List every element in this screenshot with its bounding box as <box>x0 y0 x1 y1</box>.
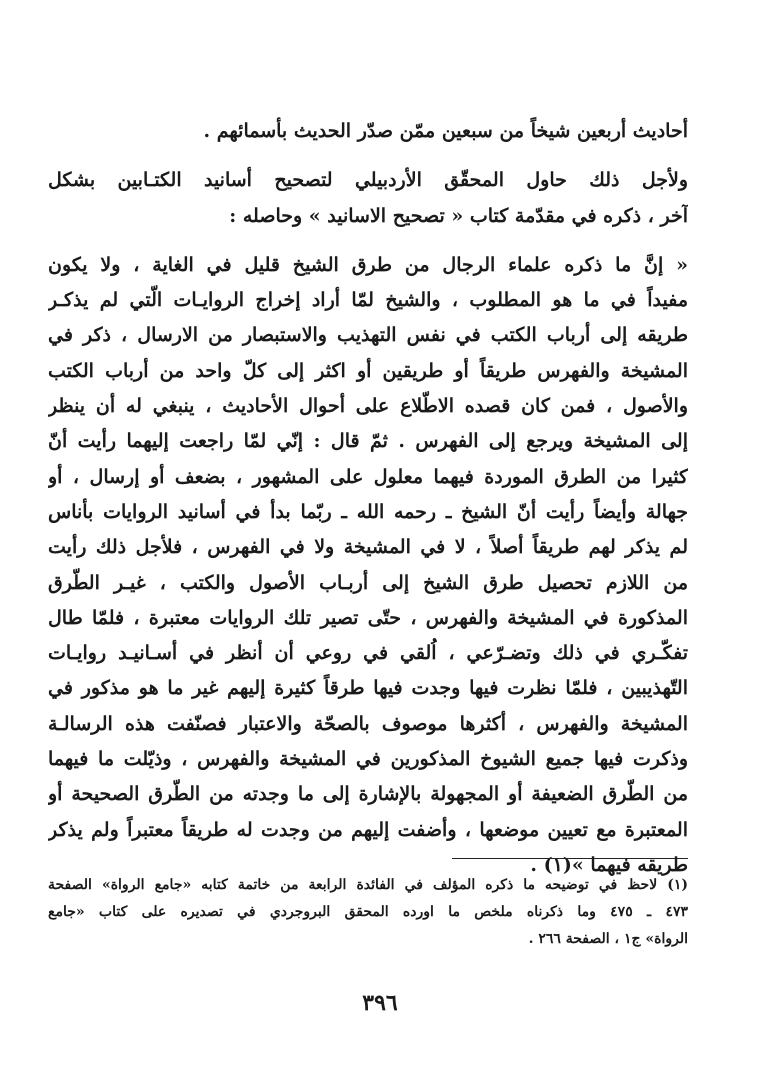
paragraph-2-line-1: ولأجل ذلك حاول المحقّق الأردبيلي لتصحيح أسانيد الكتـابين بشكل <box>48 169 688 192</box>
page-number: ٣٩٦ <box>362 990 398 1016</box>
paragraph-3-line-1: « إنَّ ما ذكره علماء الرجال من طرق الشيخ قليل في الغاية ، ولا يكون <box>48 253 688 276</box>
paragraph-3-line-10: من اللازم تحصيل طرق الشيخ إلى أربـاب الأصول والكتب ، غيـر الطّرق <box>48 571 688 594</box>
footnote-line-3: الرواة» ج١ ، الصفحة ٢٦٦ . <box>528 931 688 947</box>
paragraph-gap <box>48 149 688 163</box>
paragraph-2-line-2: آخر ، ذكره في مقدّمة كتاب « تصحيح الاسانيد » وحاصله : <box>229 204 688 227</box>
paragraph-3-line-13: التّهذيبين ، فلمّا نظرت فيها وجدت فيها طرقاً كثيرة إليهم غير ما هو مذكور في <box>48 677 688 700</box>
paragraph-3-line-5: والأصول ، فمن كان قصده الاطّلاع على أحوال الأحاديث ، ينبغي له أن ينظر <box>48 395 688 418</box>
paragraph-3-line-8: جهالة وأيضاً رأيت أنّ الشيخ ـ رحمه الله ـ ربّما بدأ في أسانيد الروايات بأناس <box>48 500 688 523</box>
footnote-line-1: (١) لاحظ في توضيحه ما ذكره المؤلف في الفائدة الرابعة من خاتمة كتابه «جامع الرواة» الصفحة <box>48 877 688 893</box>
paragraph-3-line-6: إلى المشيخة ويرجع إلى الفهرس . ثمّ قال : إنّي لمّا راجعت إليهما رأيت أنّ <box>48 430 688 453</box>
paragraph-1-line-1: أحاديث أربعين شيخاً من سبعين ممّن صدّر الحديث بأسمائهم . <box>203 120 688 142</box>
paragraph-3-line-17: المعتبرة مع تعيين موضعها ، وأضفت إليهم من وجدت له طريقاً معتبراً ولم يذكر <box>48 818 688 841</box>
paragraph-3-line-4: المشيخة والفهرس طريقاً أو طريقين أو اكثر إلى كلّ واحد من أرباب الكتب <box>48 359 688 382</box>
footnote-line-2: ٤٧٣ ـ ٤٧٥ وما ذكرناه ملخص ما اورده المحقق البروجردي في تصديره على كتاب «جامع <box>48 904 688 920</box>
main-text <box>48 114 688 883</box>
footnote <box>48 872 688 953</box>
paragraph-3-line-12: تفكّـري في ذلك وتضـرّعي ، اُلقي في روعي أن أنظر في أسـانيـد روايـات <box>48 642 688 665</box>
paragraph-3-line-3: طريقه إلى أرباب الكتب في نفس التهذيب والاستبصار من الارسال ، ذكر في <box>48 324 688 347</box>
paragraph-3-line-15: وذكرت فيها جميع الشيوخ المذكورين في المشيخة والفهرس ، وذيّلت ما فيهما <box>48 748 688 771</box>
paragraph-3-line-9: لم يذكر لهم طريقاً أصلاً ، لا في المشيخة ولا في الفهرس ، فلأجل ذلك رأيت <box>48 536 688 559</box>
paragraph-3-line-14: المشيخة والفهرس ، أكثرها موصوف بالصحّة والاعتبار فصنّفت هذه الرسالـة <box>48 712 688 735</box>
paragraph-3-line-11: المذكورة في المشيخة والفهرس ، حتّى تصير تلك الروايات معتبرة ، فلمّا طال <box>48 606 688 629</box>
paragraph-3-line-16: من الطّرق الضعيفة أو المجهولة بالإشارة إلى ما وجدته من الطّرق الصحيحة أو <box>48 783 688 806</box>
paragraph-gap <box>48 234 688 248</box>
paragraph-3-line-7: كثيرا من الطرق الموردة فيهما معلول على المشهور ، بضعف أو إرسال ، أو <box>48 465 688 488</box>
paragraph-3-line-2: مفيداً في ما هو المطلوب ، والشيخ لمّا أراد إخراج الروايـات الّتي لم يذكـر <box>48 289 688 312</box>
footnote-separator <box>452 858 688 859</box>
paragraph-3-line-18: طريقه فيهما »(١) . <box>530 853 688 876</box>
